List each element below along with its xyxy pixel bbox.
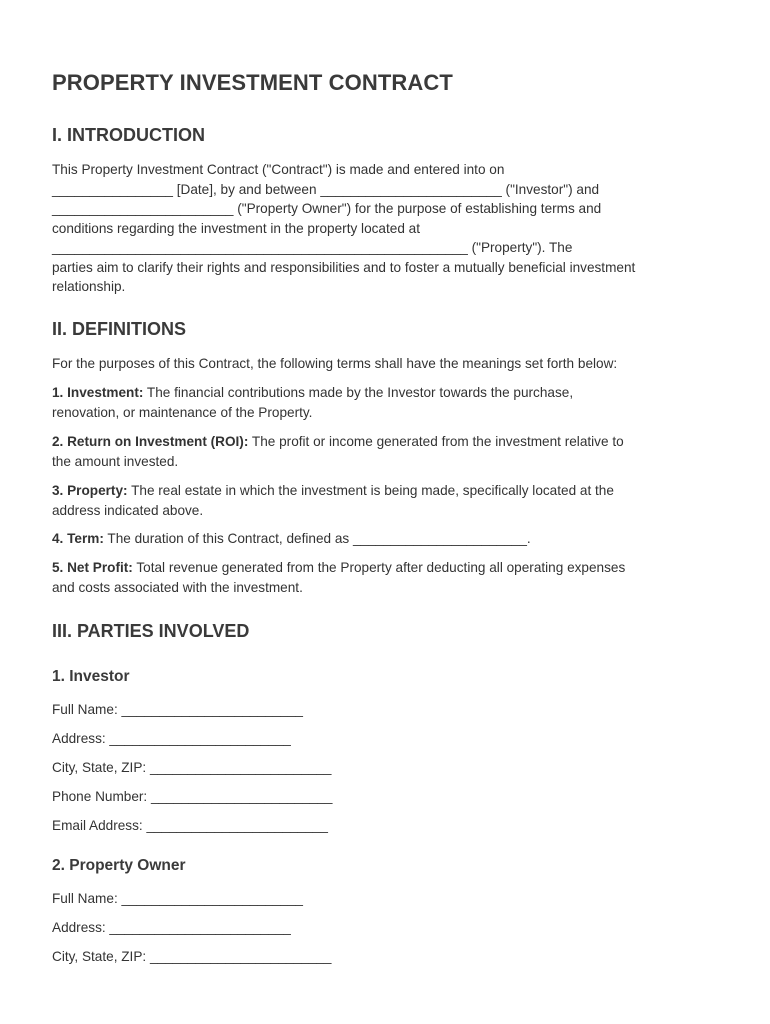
subheading-property-owner: 2. Property Owner — [52, 857, 186, 874]
definition-text: The profit or income generated from the investment relative to — [248, 434, 624, 449]
intro-line: relationship. — [52, 279, 126, 294]
owner-full-name-field: Full Name: ________________________ — [52, 891, 303, 906]
definition-item — [52, 529, 724, 549]
definition-term: 3. Property: — [52, 483, 128, 498]
intro-line: parties aim to clarify their rights and responsibilities and to foster a mutually beneficial investment — [52, 259, 636, 275]
definition-text: address indicated above. — [52, 502, 204, 518]
investor-email-field: Email Address: ________________________ — [52, 818, 328, 833]
definition-text: the amount invested. — [52, 453, 179, 469]
definition-term: 5. Net Profit: — [52, 560, 133, 575]
definition-item — [52, 481, 724, 520]
investor-phone-field: Phone Number: ________________________ — [52, 789, 333, 804]
subheading-investor: 1. Investor — [52, 668, 130, 685]
investor-full-name-field: Full Name: ________________________ — [52, 702, 303, 717]
introduction-paragraph — [52, 160, 724, 297]
definition-item — [52, 432, 724, 471]
intro-line: This Property Investment Contract ("Contract") is made and entered into on — [52, 162, 505, 177]
intro-line: _______________________________________________________ ("Property"). The — [52, 240, 573, 255]
definitions-lead: For the purposes of this Contract, the following terms shall have the meanings set forth below: — [52, 356, 618, 371]
definition-text: The financial contributions made by the Investor towards the purchase, — [143, 385, 574, 400]
investor-city-state-zip-field: City, State, ZIP: ________________________ — [52, 760, 332, 775]
definition-text: The real estate in which the investment is being made, specifically located at the — [127, 483, 614, 498]
owner-address-field: Address: ________________________ — [52, 920, 291, 935]
definition-item — [52, 383, 724, 422]
intro-line: ________________________ ("Property Owner") for the purpose of establishing terms and — [52, 201, 602, 216]
section-heading-parties: III. PARTIES INVOLVED — [52, 621, 250, 641]
definition-term: 2. Return on Investment (ROI): — [52, 434, 249, 449]
definition-term: 1. Investment: — [52, 385, 144, 400]
definition-text: renovation, or maintenance of the Property. — [52, 404, 313, 420]
intro-line: conditions regarding the investment in the property located at — [52, 220, 421, 236]
owner-city-state-zip-field: City, State, ZIP: ________________________ — [52, 949, 332, 964]
intro-line: ________________ [Date], by and between ________________________ ("Investor") and — [52, 181, 600, 197]
definition-term: 4. Term: — [52, 531, 104, 546]
section-heading-definitions: II. DEFINITIONS — [52, 319, 187, 339]
investor-address-field: Address: ________________________ — [52, 731, 291, 746]
document-title: PROPERTY INVESTMENT CONTRACT — [52, 70, 453, 95]
definition-text: Total revenue generated from the Property after deducting all operating expenses — [132, 560, 626, 575]
definition-item — [52, 558, 724, 597]
definition-text: The duration of this Contract, defined as _______________________. — [103, 531, 531, 546]
definition-text: and costs associated with the investment. — [52, 579, 303, 595]
section-heading-introduction: I. INTRODUCTION — [52, 125, 205, 145]
